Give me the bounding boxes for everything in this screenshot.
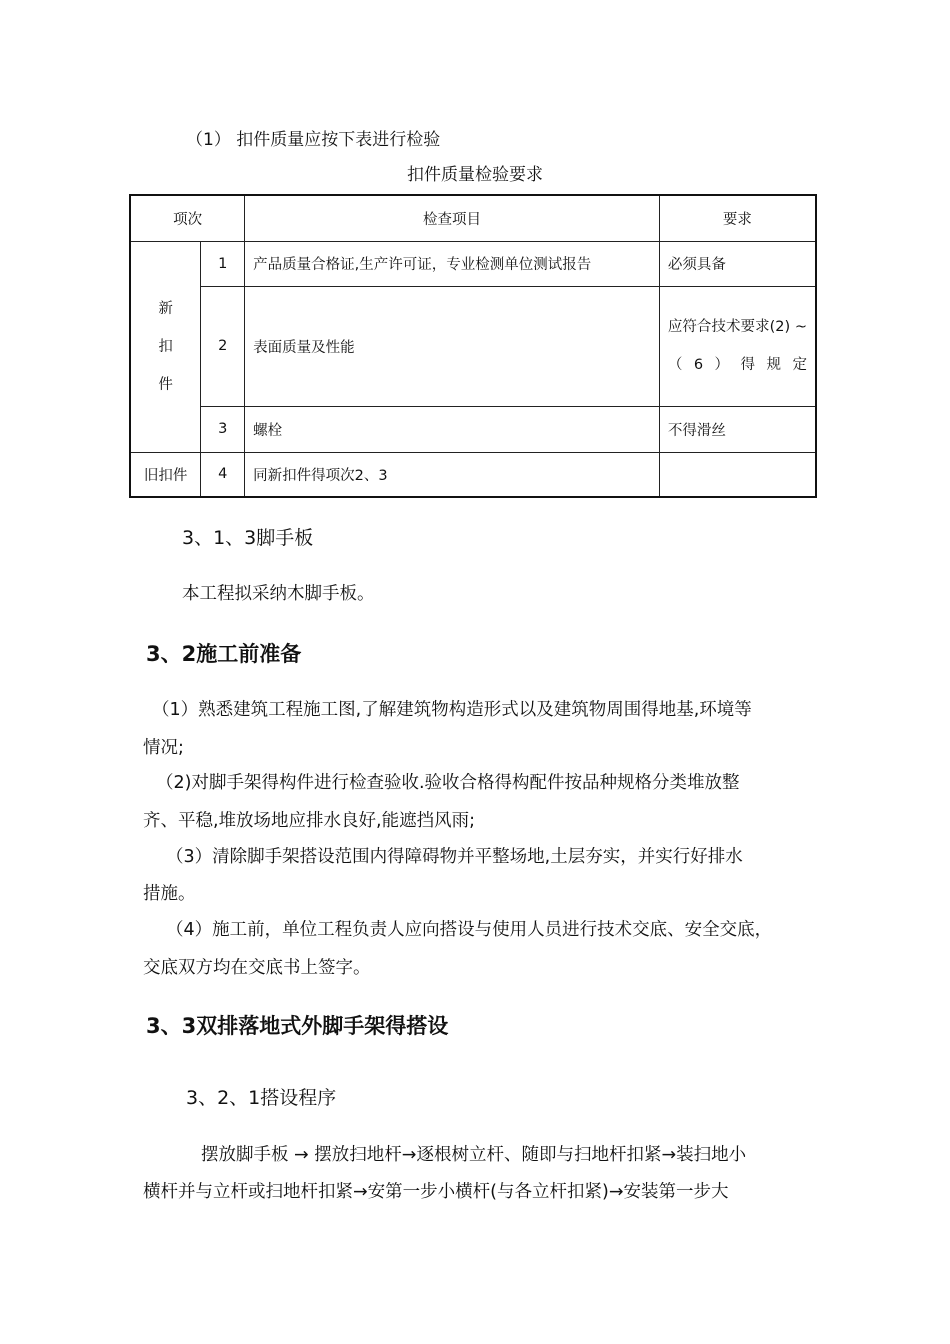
row-requirement: 应符合技术要求(2) ~（6）得规定	[659, 286, 816, 406]
row-requirement: 必须具备	[659, 241, 816, 286]
row-number: 4	[201, 452, 245, 497]
row-number: 2	[201, 286, 245, 406]
table-header-row	[130, 195, 816, 241]
prep-line-3: （2)对脚手架得构件进行检查验收.验收合格得构配件按品种规格分类堆放整	[156, 773, 740, 793]
section-3-2-1-title: 3、2、1搭设程序	[186, 1087, 337, 1109]
prep-line-2: 情况;	[143, 738, 184, 758]
procedure-line-2: 横杆并与立杆或扫地杆扣紧→安第一步小横杆(与各立杆扣紧)→安装第一步大	[143, 1182, 729, 1202]
procedure-line-1: 摆放脚手板 → 摆放扫地杆→逐根树立杆、随即与扫地杆扣紧→装扫地小	[201, 1145, 747, 1165]
prep-line-4: 齐、平稳,堆放场地应排水良好,能遮挡风雨;	[143, 811, 476, 831]
prep-line-1: （1）熟悉建筑工程施工图,了解建筑物构造形式以及建筑物周围得地基,环境等	[152, 700, 752, 720]
group-old-fastener: 旧扣件	[130, 452, 201, 497]
prep-line-8: 交底双方均在交底书上签字。	[143, 958, 371, 978]
table-row	[130, 452, 816, 497]
row-check: 产品质量合格证,生产许可证，专业检测单位测试报告	[245, 241, 660, 286]
table-row	[130, 286, 816, 406]
row-check: 螺栓	[245, 406, 660, 452]
row-number: 3	[201, 406, 245, 452]
prep-line-7: （4）施工前，单位工程负责人应向搭设与使用人员进行技术交底、安全交底，	[166, 920, 773, 940]
table-title: 扣件质量检验要求	[407, 165, 543, 185]
intro-line: （1） 扣件质量应按下表进行检验	[186, 130, 441, 150]
header-item: 项次	[130, 195, 245, 241]
section-3-2-title: 3、2施工前准备	[146, 642, 302, 666]
section-3-1-3-text: 本工程拟采纳木脚手板。	[182, 584, 375, 604]
table-row	[130, 406, 816, 452]
table-row	[130, 241, 816, 286]
row-check: 同新扣件得项次2、3	[245, 452, 660, 497]
row-check: 表面质量及性能	[245, 286, 660, 406]
group-new-fastener: 新 扣 件	[130, 241, 201, 452]
prep-line-5: （3）清除脚手架搭设范围内得障碍物并平整场地,土层夯实，并实行好排水	[166, 847, 743, 867]
section-3-1-3-title: 3、1、3脚手板	[182, 527, 314, 549]
row-requirement	[659, 452, 816, 497]
section-3-3-title: 3、3双排落地式外脚手架得搭设	[146, 1014, 449, 1038]
header-requirement: 要求	[659, 195, 816, 241]
row-number: 1	[201, 241, 245, 286]
prep-line-6: 措施。	[143, 884, 196, 904]
inspection-table	[129, 194, 817, 498]
row-requirement: 不得滑丝	[659, 406, 816, 452]
header-check: 检查项目	[245, 195, 660, 241]
